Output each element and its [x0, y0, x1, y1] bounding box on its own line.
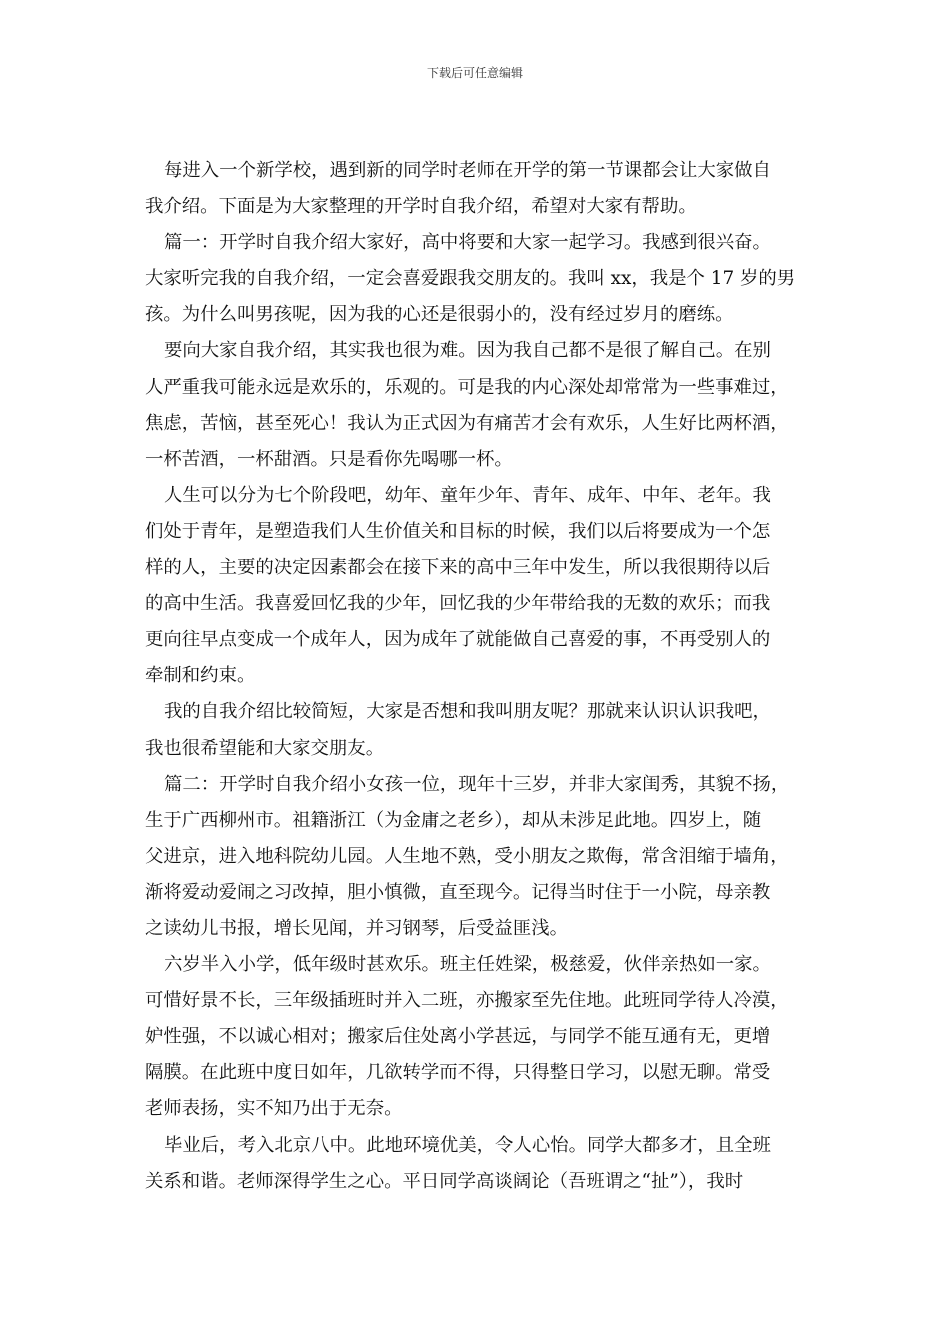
- text-line: 可惜好景不长，三年级插班时并入二班，亦搬家至先住地。此班同学待人冷漠，: [145, 990, 789, 1012]
- paragraph: [145, 694, 815, 766]
- text-line: 篇二：开学时自我介绍小女孩一位，现年十三岁，并非大家闺秀，其貌不扬，: [164, 773, 790, 795]
- document-body: [145, 153, 815, 1200]
- paragraph: [145, 767, 815, 947]
- text-line: 我介绍。下面是为大家整理的开学时自我介绍，希望对大家有帮助。: [145, 196, 697, 218]
- text-line: 更向往早点变成一个成年人，因为成年了就能做自己喜爱的事，不再受别人的: [145, 629, 771, 651]
- page-header: 下载后可任意编辑: [426, 66, 523, 80]
- text-line: 们处于青年，是塑造我们人生价值关和目标的时候，我们以后将要成为一个怎: [145, 520, 771, 542]
- text-line: 毕业后，考入北京八中。此地环境优美，令人心怡。同学大都多才，且全班: [164, 1134, 771, 1156]
- text-line: 的高中生活。我喜爱回忆我的少年，回忆我的少年带给我的无数的欢乐；而我: [145, 593, 771, 615]
- text-line: 老师表扬，实不知乃出于无奈。: [145, 1098, 403, 1120]
- text-line: 样的人，主要的决定因素都会在接下来的高中三年中发生，所以我很期待以后: [145, 557, 771, 579]
- text-line: 父进京，进入地科院幼儿园。人生地不熟，受小朋友之欺侮，常含泪缩于墙角，: [145, 845, 789, 867]
- text-line: 关系和谐。老师深得学生之心。平日同学高谈阔论（吾班谓之“扯”），我时: [145, 1170, 744, 1192]
- text-line: 生于广西柳州市。祖籍浙江（为金庸之老乡），却从未涉足此地。四岁上，随: [145, 809, 762, 831]
- text-line: 牵制和约束。: [145, 665, 256, 687]
- paragraph: [145, 947, 815, 1127]
- text-line: 六岁半入小学，低年级时甚欢乐。班主任姓梁，极慈爱，伙伴亲热如一家。: [164, 954, 771, 976]
- text-line: 人严重我可能永远是欢乐的，乐观的。可是我的内心深处却常常为一些事难过，: [145, 376, 789, 398]
- paragraph: [145, 153, 815, 225]
- text-line: 渐将爱动爱闹之习改掉，胆小慎微，直至现今。记得当时住于一小院，母亲教: [145, 881, 771, 903]
- text-line: 要向大家自我介绍，其实我也很为难。因为我自己都不是很了解自己。在别: [164, 340, 771, 362]
- text-line: 妒性强，不以诚心相对；搬家后住处离小学甚远，与同学不能互通有无，更增: [145, 1026, 771, 1048]
- text-line: 每进入一个新学校，遇到新的同学时老师在开学的第一节课都会让大家做自: [164, 160, 771, 181]
- paragraph: [145, 333, 815, 477]
- text-line: 大家听完我的自我介绍，一定会喜爱跟我交朋友的。我叫 xx，我是个 17 岁的男: [145, 268, 796, 290]
- paragraph: [145, 478, 815, 695]
- text-line: 焦虑，苦恼，甚至死心！我认为正式因为有痛苦才会有欢乐，人生好比两杯酒，: [145, 412, 789, 434]
- text-line: 孩。为什么叫男孩呢，因为我的心还是很弱小的，没有经过岁月的磨练。: [145, 304, 734, 326]
- text-line: 之读幼儿书报，增长见闻，并习钢琴，后受益匪浅。: [145, 917, 568, 939]
- text-line: 我也很希望能和大家交朋友。: [145, 737, 385, 759]
- paragraph: [145, 225, 815, 333]
- text-line: 我的自我介绍比较简短，大家是否想和我叫朋友呢？那就来认识认识我吧，: [164, 701, 771, 723]
- text-line: 隔膜。在此班中度日如年，几欲转学而不得，只得整日学习，以慰无聊。常受: [145, 1062, 771, 1084]
- text-line: 人生可以分为七个阶段吧，幼年、童年少年、青年、成年、中年、老年。我: [164, 484, 771, 506]
- paragraph: [145, 1128, 815, 1200]
- text-line: 篇一：开学时自我介绍大家好，高中将要和大家一起学习。我感到很兴奋。: [164, 232, 771, 254]
- text-line: 一杯苦酒，一杯甜酒。只是看你先喝哪一杯。: [145, 448, 513, 470]
